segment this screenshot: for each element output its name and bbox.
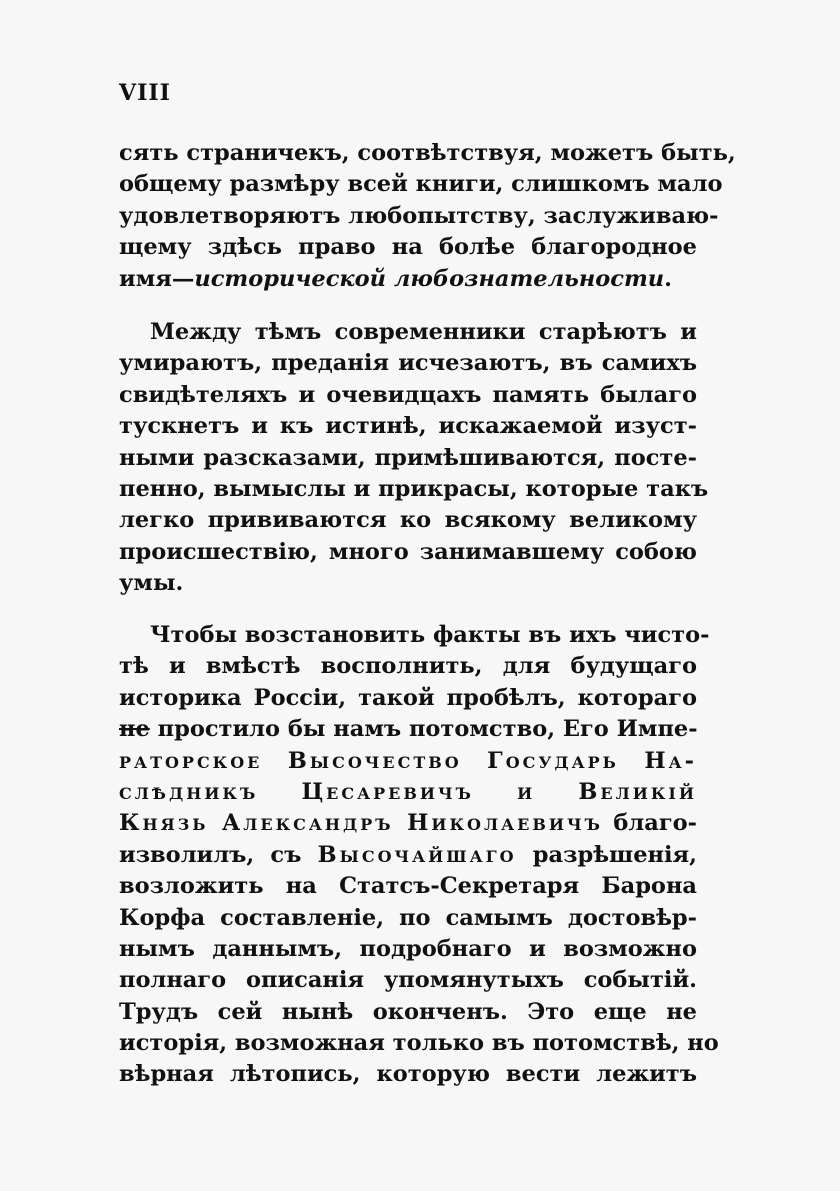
text-line: возложить на Статсъ-Секретаря Барона — [119, 873, 697, 900]
paragraph-3 — [119, 620, 719, 1091]
text-line: нымъ даннымъ, подробнаго и возможно — [119, 935, 697, 962]
text-segment: разрѣшенія, — [516, 841, 698, 868]
struck-word: не — [119, 716, 150, 743]
text-line — [119, 808, 697, 839]
text-line: полнаго описанія упомянутыхъ событій. — [119, 967, 697, 994]
text-line: удовлетворяютъ любопытству, заслуживаю- — [119, 202, 719, 229]
text-line — [119, 264, 697, 295]
italic-phrase: исторической любознательности — [194, 265, 665, 292]
text-line — [119, 714, 697, 745]
text-segment: . — [664, 265, 673, 292]
text-segment: простило бы намъ потомство, Его Импе- — [149, 716, 698, 743]
text-line: щему здѣсь право на болѣе благородное — [119, 234, 697, 261]
smallcaps-word: Высочайшаго — [317, 841, 517, 868]
smallcaps-name: Князь Александръ Николаевичъ — [119, 810, 603, 837]
paragraph-2 — [119, 317, 709, 600]
text-line: Чтобы возстановить факты въ ихъ чисто- — [150, 622, 710, 648]
text-line: ными разсказами, примѣшиваются, посте- — [119, 444, 697, 471]
paragraph-1 — [119, 138, 736, 295]
text-line: пенно, вымыслы и прикрасы, которые такъ — [119, 475, 709, 502]
text-line: умы. — [119, 570, 184, 597]
text-line: Между тѣмъ современники старѣютъ и — [150, 319, 697, 345]
text-line: слѣдникъ Цесаревичъ и Великій — [119, 778, 697, 805]
text-line: исторія, возможная только въ потомствѣ, но — [119, 1030, 719, 1057]
text-line — [119, 840, 697, 871]
text-segment: благо- — [602, 810, 697, 837]
text-line: историка Россіи, такой пробѣлъ, котораго — [119, 684, 697, 711]
text-line: Корфа составленіе, по самымъ достовѣр- — [119, 904, 697, 931]
page-number: VIII — [119, 80, 171, 106]
text-line: вѣрная лѣтопись, которую вести лежитъ — [119, 1061, 697, 1088]
text-line: свидѣтеляхъ и очевидцахъ память былаго — [119, 381, 697, 408]
text-line: Трудъ сей нынѣ оконченъ. Это еще не — [119, 998, 697, 1025]
text-line: происшествію, много занимавшему собою — [119, 538, 697, 565]
text-line: умираютъ, преданія исчезаютъ, въ самихъ — [119, 350, 697, 377]
text-line: тѣ и вмѣстѣ восполнить, для будущаго — [119, 653, 697, 680]
text-segment: имя— — [119, 265, 195, 292]
text-line: раторское Высочество Государь На- — [119, 747, 697, 774]
text-line: тускнетъ и къ истинѣ, искажаемой изуст- — [119, 413, 697, 440]
text-segment: изволилъ, съ — [119, 841, 318, 868]
text-line: общему размѣру всей книги, слишкомъ мало — [119, 171, 723, 198]
text-line: легко прививаются ко всякому великому — [119, 507, 697, 534]
text-line: сять страничекъ, соотвѣтствуя, можетъ быть, — [119, 140, 736, 166]
